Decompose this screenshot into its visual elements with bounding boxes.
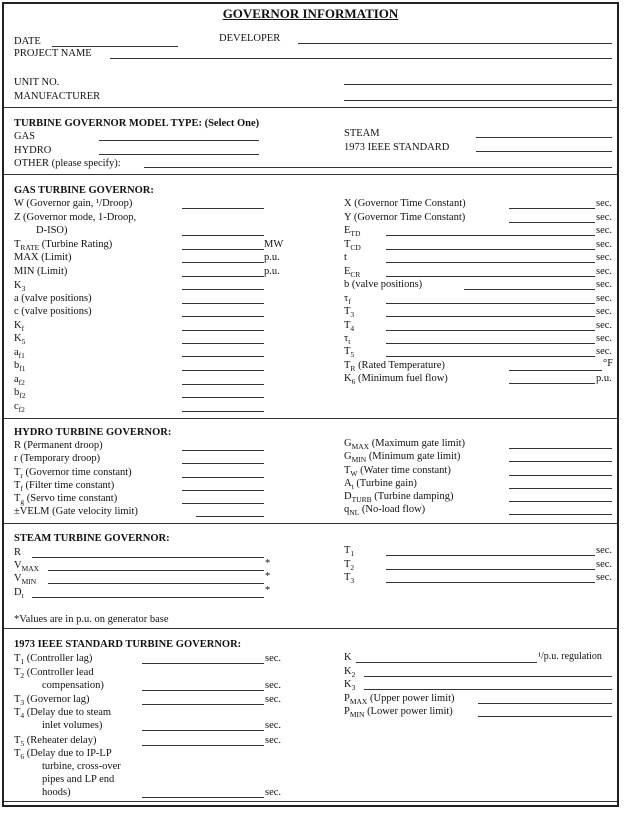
ieee-k-field[interactable] [356, 662, 537, 663]
hydro-qnl-field[interactable] [509, 514, 612, 515]
gas-t5-field[interactable] [386, 356, 595, 357]
sec-unit: sec. [596, 559, 613, 570]
divider [4, 107, 617, 108]
hydro-gmin-field[interactable] [509, 461, 612, 462]
hydro-tw-field[interactable] [509, 475, 612, 476]
gas-t5-label: $T_5$ [344, 346, 355, 360]
gas-max-label: MAX (Limit) [14, 252, 72, 263]
gas-option-field[interactable] [99, 140, 259, 141]
ieee-t2-label-cont: compensation) [42, 680, 104, 691]
manufacturer-label: MANUFACTURER [14, 91, 101, 102]
ieee-t2-field[interactable] [142, 690, 264, 691]
ieee-k2-label: $K_2$ [344, 666, 356, 680]
hydro-governor-heading: HYDRO TURBINE GOVERNOR: [14, 427, 172, 438]
ieee-t6-label-cont: turbine, cross-over [42, 761, 121, 772]
gas-t-label: t [344, 252, 347, 263]
date-label: DATE [14, 36, 41, 47]
sec-unit: sec. [596, 333, 613, 344]
other-option-label: OTHER (please specify): [14, 158, 121, 169]
divider [4, 523, 617, 524]
sec-unit: sec. [596, 293, 613, 304]
hydro-gmax-label: $G_{MAX}$ (Maximum gate limit) [344, 438, 466, 452]
gas-bf1-label: $b_{f1}$ [14, 360, 26, 374]
hydro-tr-field[interactable] [182, 477, 264, 478]
hydro-tw-label: $T_W$ (Water time constant) [344, 465, 451, 479]
model-type-heading: TURBINE GOVERNOR MODEL TYPE: (Select One) [14, 118, 260, 129]
sec-unit: sec. [596, 266, 613, 277]
pu-asterisk: * [265, 558, 271, 569]
sec-unit: sec. [596, 346, 613, 357]
ieee-t3-label: $T_3$ (Governor lag) [14, 694, 90, 708]
sec-unit: sec. [596, 572, 613, 583]
ieee-t3-field[interactable] [142, 704, 264, 705]
steam-option-label: STEAM [344, 128, 380, 139]
ieee-t4-label-cont: inlet volumes) [42, 720, 103, 731]
developer-field[interactable] [298, 43, 612, 44]
gas-cf2-label: $c_{f2}$ [14, 401, 25, 415]
ieee-t5-field[interactable] [142, 745, 264, 746]
gas-k3-field[interactable] [182, 289, 264, 290]
gas-x-field[interactable] [509, 208, 595, 209]
ieee-t6-label-cont: pipes and LP end [42, 774, 115, 785]
ieee-pmax-label: $P_{MAX}$ (Upper power limit) [344, 693, 455, 707]
steam-dt-label: $D_t$ [14, 587, 24, 601]
developer-label: DEVELOPER [219, 33, 281, 44]
hydro-qnl-label: $q_{NL}$ (No-load flow) [344, 504, 426, 518]
hydro-dturb-field[interactable] [509, 501, 612, 502]
steam-t1-label: $T_1$ [344, 545, 355, 559]
gas-af2-label: $a_{f2}$ [14, 374, 25, 388]
hydro-r-label: R (Permanent droop) [14, 440, 103, 451]
steam-t3-label: $T_3$ [344, 572, 355, 586]
hydro-velm-field[interactable] [196, 516, 264, 517]
gas-bf2-label: $b_{f2}$ [14, 387, 26, 401]
mw-unit: MW [264, 239, 284, 250]
steam-vmin-label: $V_{MIN}$ [14, 573, 37, 587]
gas-trate-field[interactable] [182, 249, 264, 250]
sec-unit: sec. [596, 198, 613, 209]
ieee-t5-label: $T_5$ (Reheater delay) [14, 735, 97, 749]
ieee-t1-field[interactable] [142, 663, 264, 664]
hydro-at-label: $A_t$ (Turbine gain) [344, 478, 417, 492]
gas-max-field[interactable] [182, 262, 264, 263]
gas-k5-label: $K_5$ [14, 333, 26, 347]
manufacturer-field[interactable] [344, 100, 612, 101]
gas-c-field[interactable] [182, 316, 264, 317]
regulation-unit: ¹/p.u. regulation [538, 651, 602, 662]
hydro-at-field[interactable] [509, 488, 612, 489]
gas-trate-label: $T_{RATE}$ (Turbine Rating) [14, 239, 113, 253]
hydro-gmin-label: $G_{MIN}$ (Minimum gate limit) [344, 451, 461, 465]
hydro-tg-label: $T_g$ (Servo time constant) [14, 493, 118, 507]
gas-min-label: MIN (Limit) [14, 266, 68, 277]
gas-af1-field[interactable] [182, 356, 264, 357]
divider [4, 628, 617, 629]
gas-t4-field[interactable] [386, 330, 595, 331]
divider [4, 801, 617, 802]
gas-tr-label: $T_R$ (Rated Temperature) [344, 360, 445, 374]
pu-unit: p.u. [596, 373, 612, 384]
ieee-k3-label: $K_3$ [344, 679, 356, 693]
steam-governor-heading: STEAM TURBINE GOVERNOR: [14, 533, 170, 544]
gas-a-label: a (valve positions) [14, 293, 92, 304]
project-name-field[interactable] [110, 58, 612, 59]
steam-note: *Values are in p.u. on generator base [14, 614, 169, 625]
sec-unit: sec. [596, 320, 613, 331]
steam-vmax-label: $V_{MAX}$ [14, 560, 40, 574]
gas-etd-field[interactable] [386, 235, 595, 236]
gas-ecr-field[interactable] [386, 276, 595, 277]
hydro-option-label: HYDRO [14, 145, 52, 156]
gas-af2-field[interactable] [182, 384, 264, 385]
gas-a-field[interactable] [182, 303, 264, 304]
sec-unit: sec. [596, 279, 613, 290]
sec-unit: sec. [596, 225, 613, 236]
gas-t-field[interactable] [386, 262, 595, 263]
gas-tcd-field[interactable] [386, 249, 595, 250]
hydro-dturb-label: $D_{TURB}$ (Turbine damping) [344, 491, 454, 505]
steam-option-field[interactable] [476, 137, 612, 138]
sec-unit: sec. [265, 735, 282, 746]
steam-vmin-field[interactable] [48, 583, 264, 584]
steam-t3-field[interactable] [386, 582, 595, 583]
ieee-t6-label: $T_6$ (Delay due to IP-LP [14, 748, 112, 762]
hydro-option-field[interactable] [99, 154, 259, 155]
gas-option-label: GAS [14, 131, 36, 142]
sec-unit: sec. [265, 787, 282, 798]
sec-unit: sec. [596, 306, 613, 317]
divider [4, 174, 617, 175]
ieee-option-field[interactable] [476, 151, 612, 152]
gas-y-field[interactable] [509, 222, 595, 223]
hydro-rt-label: r (Temporary droop) [14, 453, 101, 464]
hydro-rt-field[interactable] [182, 463, 264, 464]
hydro-tf-label: $T_f$ (Filter time constant) [14, 480, 115, 494]
gas-k3-label: $K_3$ [14, 280, 26, 294]
ieee-pmax-field[interactable] [478, 703, 612, 704]
gas-bf2-field[interactable] [182, 397, 264, 398]
pu-unit: p.u. [264, 266, 280, 277]
gas-etd-label: $E_{TD}$ [344, 225, 361, 239]
gas-ecr-label: $E_{CR}$ [344, 266, 361, 280]
gas-c-label: c (valve positions) [14, 306, 92, 317]
gas-b-field[interactable] [464, 289, 595, 290]
gas-t3-field[interactable] [386, 316, 595, 317]
ieee-pmin-label: $P_{MIN}$ (Lower power limit) [344, 706, 453, 720]
gas-t4-label: $T_4$ [344, 320, 355, 334]
gas-k5-field[interactable] [182, 343, 264, 344]
gas-z-label: Z (Governor mode, 1-Droop, [14, 212, 137, 223]
gas-cf2-field[interactable] [182, 411, 264, 412]
gas-k6-field[interactable] [509, 383, 595, 384]
gas-taut-label: $\tau_t$ [344, 333, 351, 347]
gas-b-label: b (valve positions) [344, 279, 423, 290]
sec-unit: sec. [265, 680, 282, 691]
hydro-r-field[interactable] [182, 450, 264, 451]
divider [4, 418, 617, 419]
hydro-tf-field[interactable] [182, 490, 264, 491]
sec-unit: sec. [596, 239, 613, 250]
other-option-field[interactable] [144, 167, 612, 168]
pu-asterisk: * [265, 585, 271, 596]
date-field[interactable] [52, 46, 178, 47]
ieee-option-label: 1973 IEEE STANDARD [344, 142, 450, 153]
gas-kf-field[interactable] [182, 330, 264, 331]
sec-unit: sec. [265, 653, 282, 664]
gas-z-field[interactable] [182, 235, 264, 236]
gas-tauf-field[interactable] [386, 303, 595, 304]
gas-z-label-cont: D-ISO) [36, 225, 68, 236]
hydro-velm-label: ±VELM (Gate velocity limit) [14, 506, 138, 517]
ieee-t2-label: $T_2$ (Controller lead [14, 667, 94, 681]
ieee-k3-field[interactable] [364, 689, 612, 690]
ieee-k-label: K [344, 652, 352, 663]
sec-unit: sec. [265, 720, 282, 731]
ieee-k2-field[interactable] [364, 676, 612, 677]
gas-y-label: Y (Governor Time Constant) [344, 212, 466, 223]
steam-vmax-field[interactable] [48, 570, 264, 571]
hydro-tr-label: $T_r$ (Governor time constant) [14, 467, 132, 481]
steam-t1-field[interactable] [386, 555, 595, 556]
gas-tauf-label: $\tau_f$ [344, 293, 351, 307]
gas-taut-field[interactable] [386, 343, 595, 344]
steam-t2-label: $T_2$ [344, 559, 355, 573]
ieee-pmin-field[interactable] [478, 716, 612, 717]
steam-r-label: R [14, 547, 22, 558]
hydro-gmax-field[interactable] [509, 448, 612, 449]
gas-w-label: W (Governor gain, ¹/Droop) [14, 198, 133, 209]
gas-t3-label: $T_3$ [344, 306, 355, 320]
ieee-t1-label: $T_1$ (Controller lag) [14, 653, 93, 667]
hydro-tg-field[interactable] [182, 503, 264, 504]
sec-unit: sec. [596, 545, 613, 556]
page-title: GOVERNOR INFORMATION [222, 6, 399, 21]
gas-min-field[interactable] [182, 276, 264, 277]
ieee-t6-label-cont: hoods) [42, 787, 71, 798]
gas-af1-label: $a_{f1}$ [14, 347, 25, 361]
ieee-t4-label: $T_4$ (Delay due to steam [14, 707, 112, 721]
pu-asterisk: * [265, 571, 271, 582]
gas-kf-label: $K_f$ [14, 320, 25, 334]
steam-r-field[interactable] [32, 557, 264, 558]
sec-unit: sec. [265, 694, 282, 705]
gas-tr-field[interactable] [509, 370, 602, 371]
gas-bf1-field[interactable] [182, 370, 264, 371]
gas-x-label: X (Governor Time Constant) [344, 198, 466, 209]
gas-tcd-label: $T_{CD}$ [344, 239, 361, 253]
steam-t2-field[interactable] [386, 569, 595, 570]
ieee-t6-field[interactable] [142, 797, 264, 798]
degf-unit: °F [603, 358, 614, 369]
pu-unit: p.u. [264, 252, 280, 263]
ieee-t4-field[interactable] [142, 730, 264, 731]
ieee-governor-heading: 1973 IEEE STANDARD TURBINE GOVERNOR: [14, 639, 242, 650]
unit-no-label: UNIT NO. [14, 77, 60, 88]
governor-form [2, 2, 619, 807]
sec-unit: sec. [596, 212, 613, 223]
gas-k6-label: $K_6$ (Minimum fuel flow) [344, 373, 448, 387]
sec-unit: sec. [596, 252, 613, 263]
unit-no-field[interactable] [344, 84, 612, 85]
gas-w-field[interactable] [182, 208, 264, 209]
project-name-label: PROJECT NAME [14, 48, 92, 59]
gas-governor-heading: GAS TURBINE GOVERNOR: [14, 185, 154, 196]
steam-dt-field[interactable] [32, 597, 264, 598]
